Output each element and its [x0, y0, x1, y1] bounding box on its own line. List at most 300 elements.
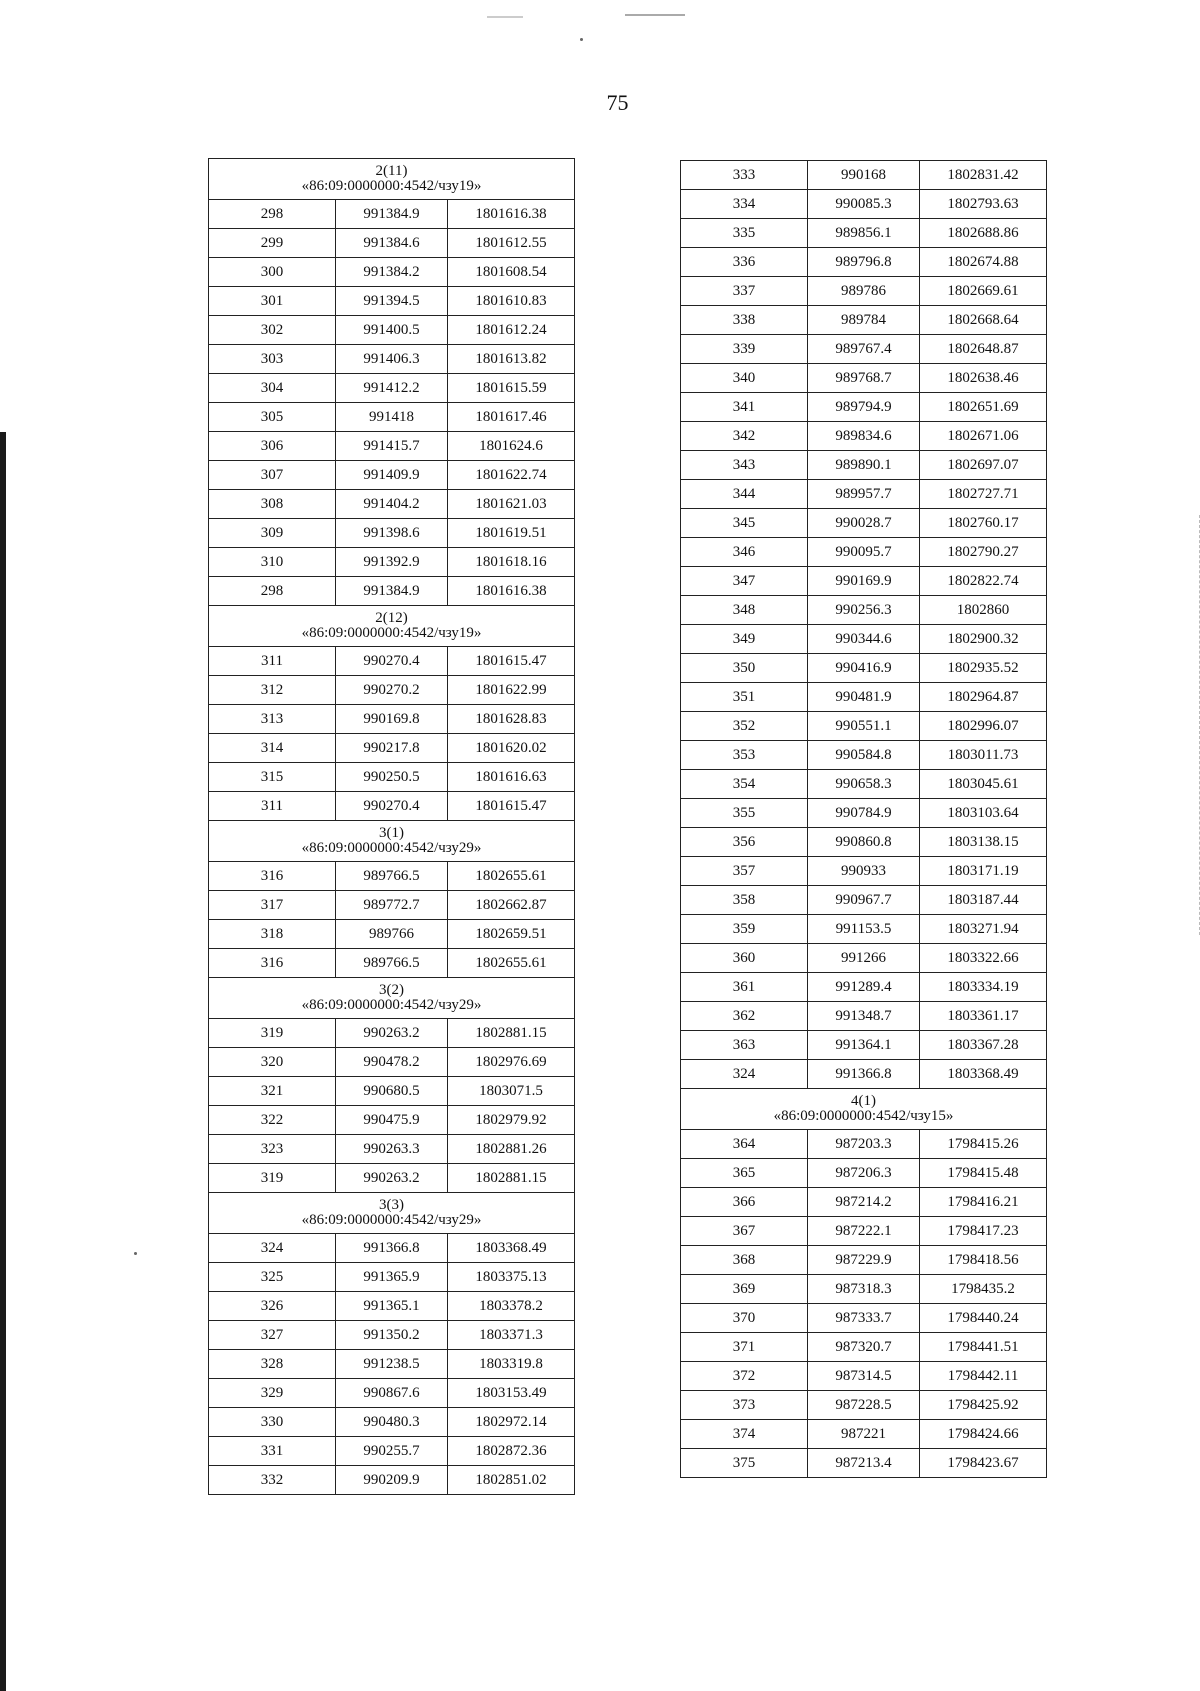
group-header-cell	[209, 1193, 575, 1234]
point-number-cell: 339	[681, 335, 808, 364]
table-row	[209, 1350, 575, 1379]
point-number-cell: 329	[209, 1379, 336, 1408]
x-coordinate-cell: 990933	[808, 857, 920, 886]
y-coordinate-cell: 1803371.3	[448, 1321, 575, 1350]
point-number-cell: 368	[681, 1246, 808, 1275]
y-coordinate-cell: 1798440.24	[920, 1304, 1047, 1333]
y-coordinate-cell: 1803368.49	[920, 1060, 1047, 1089]
y-coordinate-cell: 1801615.47	[448, 647, 575, 676]
x-coordinate-cell: 991394.5	[336, 287, 448, 316]
table-row	[209, 374, 575, 403]
point-number-cell: 366	[681, 1188, 808, 1217]
table-row	[681, 625, 1047, 654]
x-coordinate-cell: 990263.2	[336, 1019, 448, 1048]
y-coordinate-cell: 1802671.06	[920, 422, 1047, 451]
x-coordinate-cell: 989766	[336, 920, 448, 949]
table-row	[681, 567, 1047, 596]
x-coordinate-cell: 989784	[808, 306, 920, 335]
y-coordinate-cell: 1798417.23	[920, 1217, 1047, 1246]
table-row	[209, 1077, 575, 1106]
y-coordinate-cell: 1803187.44	[920, 886, 1047, 915]
x-coordinate-cell: 990255.7	[336, 1437, 448, 1466]
group-cadastral-number: «86:09:0000000:4542/чзу29»	[301, 997, 482, 1013]
group-header-row	[209, 821, 575, 862]
point-number-cell: 323	[209, 1135, 336, 1164]
table-row	[681, 1420, 1047, 1449]
table-row	[209, 763, 575, 792]
y-coordinate-cell: 1803271.94	[920, 915, 1047, 944]
y-coordinate-cell: 1802638.46	[920, 364, 1047, 393]
y-coordinate-cell: 1803361.17	[920, 1002, 1047, 1031]
point-number-cell: 309	[209, 519, 336, 548]
table-row	[681, 654, 1047, 683]
x-coordinate-cell: 990085.3	[808, 190, 920, 219]
point-number-cell: 341	[681, 393, 808, 422]
point-number-cell: 355	[681, 799, 808, 828]
table-row	[209, 1408, 575, 1437]
x-coordinate-cell: 989957.7	[808, 480, 920, 509]
point-number-cell: 306	[209, 432, 336, 461]
table-row	[681, 1449, 1047, 1478]
point-number-cell: 331	[209, 1437, 336, 1466]
point-number-cell: 343	[681, 451, 808, 480]
x-coordinate-cell: 991404.2	[336, 490, 448, 519]
point-number-cell: 325	[209, 1263, 336, 1292]
y-coordinate-cell: 1803378.2	[448, 1292, 575, 1321]
table-row	[209, 432, 575, 461]
y-coordinate-cell: 1802674.88	[920, 248, 1047, 277]
x-coordinate-cell: 990168	[808, 161, 920, 190]
point-number-cell: 346	[681, 538, 808, 567]
table-row	[681, 1002, 1047, 1031]
table-row	[209, 287, 575, 316]
y-coordinate-cell: 1798418.56	[920, 1246, 1047, 1275]
y-coordinate-cell: 1801608.54	[448, 258, 575, 287]
point-number-cell: 371	[681, 1333, 808, 1362]
x-coordinate-cell: 991400.5	[336, 316, 448, 345]
point-number-cell: 314	[209, 734, 336, 763]
group-header-cell	[209, 159, 575, 200]
point-number-cell: 315	[209, 763, 336, 792]
x-coordinate-cell: 990250.5	[336, 763, 448, 792]
y-coordinate-cell: 1802979.92	[448, 1106, 575, 1135]
table-row	[681, 886, 1047, 915]
y-coordinate-cell: 1803071.5	[448, 1077, 575, 1106]
group-cadastral-number: «86:09:0000000:4542/чзу19»	[301, 625, 482, 641]
table-row	[209, 1048, 575, 1077]
group-header-row	[209, 1193, 575, 1234]
table-row	[209, 519, 575, 548]
table-row	[209, 792, 575, 821]
x-coordinate-cell: 990256.3	[808, 596, 920, 625]
table-row	[681, 1391, 1047, 1420]
x-coordinate-cell: 991406.3	[336, 345, 448, 374]
y-coordinate-cell: 1803367.28	[920, 1031, 1047, 1060]
point-number-cell: 311	[209, 792, 336, 821]
y-coordinate-cell: 1801621.03	[448, 490, 575, 519]
point-number-cell: 372	[681, 1362, 808, 1391]
y-coordinate-cell: 1801628.83	[448, 705, 575, 734]
point-number-cell: 373	[681, 1391, 808, 1420]
x-coordinate-cell: 989786	[808, 277, 920, 306]
y-coordinate-cell: 1802881.26	[448, 1135, 575, 1164]
point-number-cell: 299	[209, 229, 336, 258]
table-row	[681, 480, 1047, 509]
x-coordinate-cell: 989794.9	[808, 393, 920, 422]
group-cadastral-number: «86:09:0000000:4542/чзу15»	[773, 1108, 954, 1124]
x-coordinate-cell: 987203.3	[808, 1130, 920, 1159]
group-label: 2(11)	[375, 163, 408, 179]
x-coordinate-cell: 990478.2	[336, 1048, 448, 1077]
x-coordinate-cell: 990217.8	[336, 734, 448, 763]
x-coordinate-cell: 991350.2	[336, 1321, 448, 1350]
x-coordinate-cell: 990480.3	[336, 1408, 448, 1437]
x-coordinate-cell: 990263.3	[336, 1135, 448, 1164]
group-cadastral-number: «86:09:0000000:4542/чзу29»	[301, 840, 482, 856]
x-coordinate-cell: 989834.6	[808, 422, 920, 451]
point-number-cell: 302	[209, 316, 336, 345]
point-number-cell: 353	[681, 741, 808, 770]
point-number-cell: 322	[209, 1106, 336, 1135]
y-coordinate-cell: 1803322.66	[920, 944, 1047, 973]
x-coordinate-cell: 989856.1	[808, 219, 920, 248]
x-coordinate-cell: 990263.2	[336, 1164, 448, 1193]
y-coordinate-cell: 1798441.51	[920, 1333, 1047, 1362]
x-coordinate-cell: 990860.8	[808, 828, 920, 857]
table-row	[209, 647, 575, 676]
table-row	[681, 741, 1047, 770]
x-coordinate-cell: 991384.2	[336, 258, 448, 287]
group-label: 4(1)	[851, 1093, 876, 1109]
x-coordinate-cell: 991412.2	[336, 374, 448, 403]
y-coordinate-cell: 1798435.2	[920, 1275, 1047, 1304]
table-row	[681, 828, 1047, 857]
x-coordinate-cell: 987320.7	[808, 1333, 920, 1362]
y-coordinate-cell: 1801615.47	[448, 792, 575, 821]
group-cadastral-number: «86:09:0000000:4542/чзу19»	[301, 178, 482, 194]
point-number-cell: 336	[681, 248, 808, 277]
x-coordinate-cell: 991384.9	[336, 577, 448, 606]
table-row	[209, 1292, 575, 1321]
scan-edge-bar	[0, 432, 6, 1691]
point-number-cell: 327	[209, 1321, 336, 1350]
y-coordinate-cell: 1798415.48	[920, 1159, 1047, 1188]
table-row	[681, 1031, 1047, 1060]
y-coordinate-cell: 1802831.42	[920, 161, 1047, 190]
table-row	[681, 799, 1047, 828]
y-coordinate-cell: 1802655.61	[448, 949, 575, 978]
x-coordinate-cell: 989772.7	[336, 891, 448, 920]
coordinates-table-left	[208, 158, 575, 1495]
table-row	[209, 1164, 575, 1193]
group-header-row	[209, 606, 575, 647]
group-header-cell	[209, 821, 575, 862]
point-number-cell: 338	[681, 306, 808, 335]
point-number-cell: 367	[681, 1217, 808, 1246]
point-number-cell: 321	[209, 1077, 336, 1106]
table-row	[209, 461, 575, 490]
table-row	[681, 1275, 1047, 1304]
y-coordinate-cell: 1798425.92	[920, 1391, 1047, 1420]
x-coordinate-cell: 990584.8	[808, 741, 920, 770]
table-row	[209, 734, 575, 763]
table-row	[681, 1217, 1047, 1246]
x-coordinate-cell: 990169.8	[336, 705, 448, 734]
x-coordinate-cell: 990270.4	[336, 647, 448, 676]
table-row	[209, 258, 575, 287]
point-number-cell: 319	[209, 1019, 336, 1048]
y-coordinate-cell: 1801624.6	[448, 432, 575, 461]
point-number-cell: 337	[681, 277, 808, 306]
x-coordinate-cell: 987213.4	[808, 1449, 920, 1478]
table-row	[681, 393, 1047, 422]
table-row	[681, 190, 1047, 219]
table-row	[209, 345, 575, 374]
table-row	[209, 1466, 575, 1495]
page-number: 75	[606, 90, 629, 115]
table-row	[681, 248, 1047, 277]
point-number-cell: 365	[681, 1159, 808, 1188]
x-coordinate-cell: 990270.2	[336, 676, 448, 705]
y-coordinate-cell: 1803368.49	[448, 1234, 575, 1263]
x-coordinate-cell: 987318.3	[808, 1275, 920, 1304]
x-coordinate-cell: 990475.9	[336, 1106, 448, 1135]
x-coordinate-cell: 990270.4	[336, 792, 448, 821]
y-coordinate-cell: 1798423.67	[920, 1449, 1047, 1478]
point-number-cell: 349	[681, 625, 808, 654]
group-label: 2(12)	[375, 610, 408, 626]
x-coordinate-cell: 987228.5	[808, 1391, 920, 1420]
point-number-cell: 311	[209, 647, 336, 676]
group-label: 3(2)	[379, 982, 404, 998]
table-row	[681, 1130, 1047, 1159]
y-coordinate-cell: 1801622.99	[448, 676, 575, 705]
y-coordinate-cell: 1802860	[920, 596, 1047, 625]
table-row	[681, 538, 1047, 567]
x-coordinate-cell: 989768.7	[808, 364, 920, 393]
x-coordinate-cell: 990867.6	[336, 1379, 448, 1408]
table-row	[681, 451, 1047, 480]
table-row	[681, 277, 1047, 306]
group-header-cell	[209, 606, 575, 647]
table-row	[209, 1019, 575, 1048]
group-header-row	[209, 978, 575, 1019]
y-coordinate-cell: 1801620.02	[448, 734, 575, 763]
x-coordinate-cell: 991366.8	[808, 1060, 920, 1089]
x-coordinate-cell: 990967.7	[808, 886, 920, 915]
x-coordinate-cell: 987221	[808, 1420, 920, 1449]
group-cadastral-number: «86:09:0000000:4542/чзу29»	[301, 1212, 482, 1228]
point-number-cell: 358	[681, 886, 808, 915]
x-coordinate-cell: 991289.4	[808, 973, 920, 1002]
x-coordinate-cell: 991365.1	[336, 1292, 448, 1321]
coordinates-table-right	[680, 160, 1047, 1478]
table-row	[209, 229, 575, 258]
point-number-cell: 362	[681, 1002, 808, 1031]
table-row	[681, 596, 1047, 625]
table-row	[209, 705, 575, 734]
point-number-cell: 352	[681, 712, 808, 741]
x-coordinate-cell: 990416.9	[808, 654, 920, 683]
scan-speck	[580, 38, 583, 41]
y-coordinate-cell: 1802727.71	[920, 480, 1047, 509]
table-row	[681, 1304, 1047, 1333]
y-coordinate-cell: 1801616.63	[448, 763, 575, 792]
table-row	[681, 219, 1047, 248]
x-coordinate-cell: 991384.6	[336, 229, 448, 258]
x-coordinate-cell: 991409.9	[336, 461, 448, 490]
point-number-cell: 333	[681, 161, 808, 190]
group-header-cell	[209, 978, 575, 1019]
table-row	[209, 316, 575, 345]
x-coordinate-cell: 990481.9	[808, 683, 920, 712]
table-row	[681, 712, 1047, 741]
y-coordinate-cell: 1803334.19	[920, 973, 1047, 1002]
table-row	[209, 676, 575, 705]
y-coordinate-cell: 1801615.59	[448, 374, 575, 403]
table-row	[209, 1234, 575, 1263]
point-number-cell: 300	[209, 258, 336, 287]
table-row	[209, 577, 575, 606]
scan-speck	[487, 16, 523, 18]
point-number-cell: 344	[681, 480, 808, 509]
point-number-cell: 316	[209, 862, 336, 891]
y-coordinate-cell: 1802851.02	[448, 1466, 575, 1495]
point-number-cell: 347	[681, 567, 808, 596]
group-header-row	[681, 1089, 1047, 1130]
point-number-cell: 334	[681, 190, 808, 219]
y-coordinate-cell: 1803138.15	[920, 828, 1047, 857]
table-row	[681, 973, 1047, 1002]
point-number-cell: 305	[209, 403, 336, 432]
x-coordinate-cell: 991153.5	[808, 915, 920, 944]
point-number-cell: 332	[209, 1466, 336, 1495]
table-row	[209, 490, 575, 519]
table-row	[681, 944, 1047, 973]
table-row	[681, 915, 1047, 944]
y-coordinate-cell: 1801616.38	[448, 577, 575, 606]
y-coordinate-cell: 1803171.19	[920, 857, 1047, 886]
table-row	[681, 1246, 1047, 1275]
y-coordinate-cell: 1801618.16	[448, 548, 575, 577]
point-number-cell: 319	[209, 1164, 336, 1193]
x-coordinate-cell: 991266	[808, 944, 920, 973]
point-number-cell: 328	[209, 1350, 336, 1379]
x-coordinate-cell: 990028.7	[808, 509, 920, 538]
table-row	[209, 548, 575, 577]
y-coordinate-cell: 1801619.51	[448, 519, 575, 548]
y-coordinate-cell: 1803153.49	[448, 1379, 575, 1408]
point-number-cell: 313	[209, 705, 336, 734]
x-coordinate-cell: 991348.7	[808, 1002, 920, 1031]
table-row	[681, 1333, 1047, 1362]
y-coordinate-cell: 1802760.17	[920, 509, 1047, 538]
scan-speck	[625, 14, 685, 16]
point-number-cell: 363	[681, 1031, 808, 1060]
x-coordinate-cell: 990095.7	[808, 538, 920, 567]
y-coordinate-cell: 1801617.46	[448, 403, 575, 432]
y-coordinate-cell: 1801610.83	[448, 287, 575, 316]
table-row	[681, 1188, 1047, 1217]
point-number-cell: 326	[209, 1292, 336, 1321]
point-number-cell: 356	[681, 828, 808, 857]
group-header-cell	[681, 1089, 1047, 1130]
table-row	[209, 403, 575, 432]
table-row	[681, 335, 1047, 364]
x-coordinate-cell: 987206.3	[808, 1159, 920, 1188]
point-number-cell: 369	[681, 1275, 808, 1304]
table-row	[681, 770, 1047, 799]
x-coordinate-cell: 989890.1	[808, 451, 920, 480]
table-row	[681, 857, 1047, 886]
point-number-cell: 308	[209, 490, 336, 519]
y-coordinate-cell: 1802996.07	[920, 712, 1047, 741]
table-row	[681, 161, 1047, 190]
x-coordinate-cell: 991392.9	[336, 548, 448, 577]
table-row	[209, 1321, 575, 1350]
table-row	[681, 683, 1047, 712]
table-row	[209, 1106, 575, 1135]
x-coordinate-cell: 991364.1	[808, 1031, 920, 1060]
y-coordinate-cell: 1803319.8	[448, 1350, 575, 1379]
y-coordinate-cell: 1798424.66	[920, 1420, 1047, 1449]
point-number-cell: 350	[681, 654, 808, 683]
y-coordinate-cell: 1802662.87	[448, 891, 575, 920]
table-row	[209, 200, 575, 229]
group-label: 3(3)	[379, 1197, 404, 1213]
group-label: 3(1)	[379, 825, 404, 841]
x-coordinate-cell: 987333.7	[808, 1304, 920, 1333]
point-number-cell: 312	[209, 676, 336, 705]
point-number-cell: 361	[681, 973, 808, 1002]
point-number-cell: 375	[681, 1449, 808, 1478]
point-number-cell: 310	[209, 548, 336, 577]
table-row	[681, 306, 1047, 335]
table-row	[681, 1362, 1047, 1391]
x-coordinate-cell: 991238.5	[336, 1350, 448, 1379]
table-row	[209, 1263, 575, 1292]
point-number-cell: 298	[209, 200, 336, 229]
point-number-cell: 351	[681, 683, 808, 712]
table-row	[681, 364, 1047, 393]
x-coordinate-cell: 987229.9	[808, 1246, 920, 1275]
point-number-cell: 374	[681, 1420, 808, 1449]
x-coordinate-cell: 991418	[336, 403, 448, 432]
point-number-cell: 345	[681, 509, 808, 538]
point-number-cell: 342	[681, 422, 808, 451]
y-coordinate-cell: 1801616.38	[448, 200, 575, 229]
table-row	[681, 1159, 1047, 1188]
x-coordinate-cell: 989796.8	[808, 248, 920, 277]
point-number-cell: 324	[681, 1060, 808, 1089]
x-coordinate-cell: 987314.5	[808, 1362, 920, 1391]
y-coordinate-cell: 1802697.07	[920, 451, 1047, 480]
point-number-cell: 307	[209, 461, 336, 490]
y-coordinate-cell: 1803011.73	[920, 741, 1047, 770]
table-row	[681, 1060, 1047, 1089]
y-coordinate-cell: 1802793.63	[920, 190, 1047, 219]
x-coordinate-cell: 990169.9	[808, 567, 920, 596]
y-coordinate-cell: 1802881.15	[448, 1164, 575, 1193]
x-coordinate-cell: 987214.2	[808, 1188, 920, 1217]
point-number-cell: 359	[681, 915, 808, 944]
x-coordinate-cell: 989767.4	[808, 335, 920, 364]
y-coordinate-cell: 1801622.74	[448, 461, 575, 490]
table-row	[681, 509, 1047, 538]
x-coordinate-cell: 989766.5	[336, 862, 448, 891]
point-number-cell: 298	[209, 577, 336, 606]
y-coordinate-cell: 1802659.51	[448, 920, 575, 949]
